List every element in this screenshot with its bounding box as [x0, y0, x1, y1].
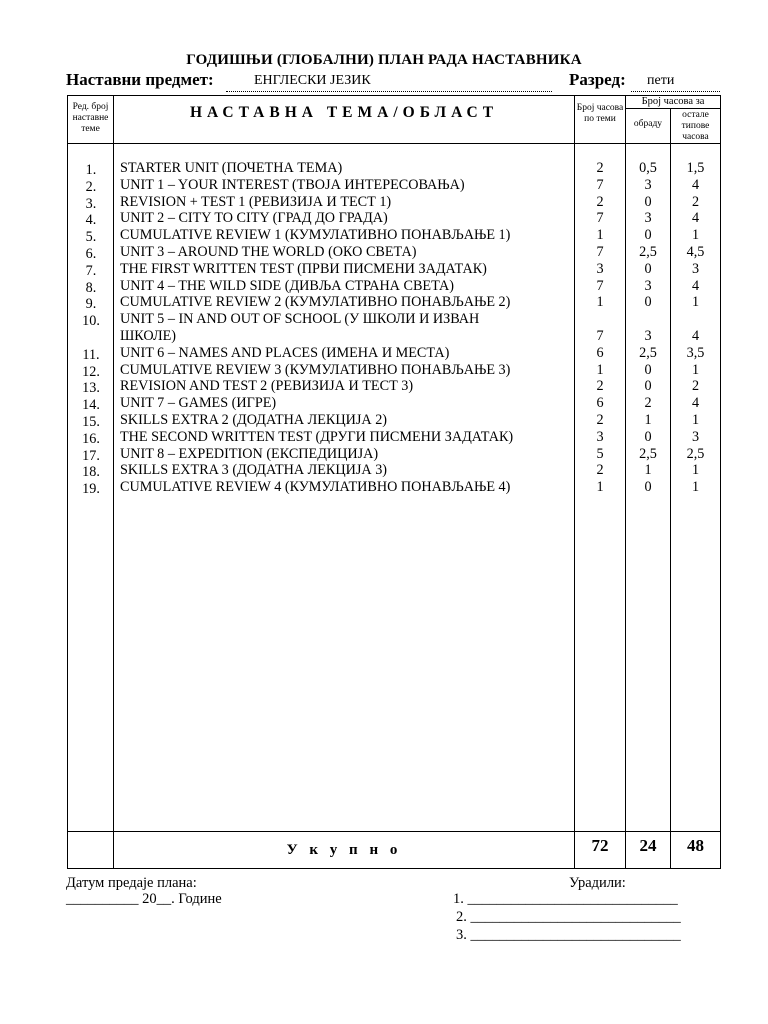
hours-processing-cell: [625, 311, 671, 328]
topic-row: CUMULATIVE REVIEW 1 (КУМУЛАТИВНО ПОНАВЉАЊЕ 1): [120, 227, 511, 244]
hours-processing-cell: 0: [644, 361, 652, 378]
hours-total-cell: [576, 311, 624, 328]
topic-row: UNIT 2 – CITY TO CITY (ГРАД ДО ГРАДА): [120, 210, 388, 227]
topic-row: UNIT 1 – YOUR INTEREST (ТВОЈА ИНТЕРЕСОВАЊА): [120, 176, 465, 193]
hours-processing-cell: 3: [644, 176, 652, 193]
grade-label: Разред:: [569, 70, 626, 89]
column-hours-processing: [625, 160, 671, 496]
hours-processing-cell: 2,5: [639, 344, 657, 361]
signature-line-2: 2. _____________________________: [456, 909, 681, 925]
subject-label: Наставни предмет:: [66, 70, 214, 89]
hours-processing-cell: 2,5: [639, 243, 657, 260]
hours-total-cell: 7: [596, 243, 604, 260]
grade-value: пети: [631, 72, 720, 92]
topic-row: REVISION AND TEST 2 (РЕВИЗИЈА И ТЕСТ 3): [120, 378, 414, 395]
hours-total-cell: 7: [596, 327, 604, 344]
hours-other-cell: 2,5: [686, 445, 705, 462]
hours-other-cell: 4: [691, 395, 700, 412]
topic-row: UNIT 8 – EXPEDITION (ЕКСПЕДИЦИЈА): [120, 445, 379, 462]
hours-other-cell: 1: [691, 479, 700, 496]
hours-processing-cell: 0,5: [639, 160, 657, 176]
row-number: 1.: [85, 162, 97, 178]
topic-row: ШКОЛЕ): [120, 327, 176, 344]
row-number: 17.: [82, 447, 100, 464]
row-number: 10.: [82, 313, 100, 330]
hours-total-cell: 3: [596, 428, 604, 445]
header-processing: обраду: [633, 119, 663, 129]
date-line: __________ 20__. Године: [66, 891, 222, 907]
signature-line-1: 1. _____________________________: [453, 891, 678, 907]
hours-total-cell: 2: [596, 378, 604, 395]
hours-processing-cell: 2,5: [639, 445, 657, 462]
row-number: 5.: [85, 229, 97, 246]
hours-processing-cell: 0: [644, 378, 652, 395]
row-number: 19.: [82, 481, 100, 498]
hours-processing-cell: 1: [644, 462, 652, 479]
topic-row: SKILLS EXTRA 3 (ДОДАТНА ЛЕКЦИЈА 3): [120, 462, 388, 479]
hours-total-cell: 2: [596, 193, 604, 210]
page-title: ГОДИШЊИ (ГЛОБАЛНИ) ПЛАН РАДА НАСТАВНИКА: [186, 52, 582, 68]
row-number: 3.: [85, 195, 97, 212]
hours-total-cell: 2: [596, 160, 604, 176]
hours-processing-cell: 2: [644, 395, 652, 412]
row-number: 9.: [85, 296, 97, 313]
hours-total-cell: 7: [596, 210, 604, 227]
hours-total-cell: 5: [596, 445, 604, 462]
hours-other-cell: 4: [691, 210, 700, 227]
hours-processing-cell: 0: [644, 428, 652, 445]
topic-row: CUMULATIVE REVIEW 3 (КУМУЛАТИВНО ПОНАВЉАЊЕ 3): [120, 361, 511, 378]
hours-total-cell: 1: [596, 227, 604, 244]
hours-other-cell: 2: [691, 378, 700, 395]
hours-processing-cell: 0: [644, 260, 652, 277]
hours-other-cell: 1: [691, 227, 700, 244]
hours-other-cell: 3: [691, 428, 700, 445]
total-label: У к у п н о: [286, 842, 402, 858]
hours-other-cell: 1,5: [686, 160, 705, 176]
topic-row: THE SECOND WRITTEN TEST (ДРУГИ ПИСМЕНИ ЗАДАТАК): [120, 428, 514, 445]
hours-other-cell: 1: [691, 294, 700, 311]
hours-total-cell: 2: [596, 411, 604, 428]
topic-row: UNIT 7 – GAMES (ИГРЕ): [120, 395, 277, 412]
hours-other-cell: 1: [691, 411, 700, 428]
header-hours-group: Број часова за: [641, 96, 705, 107]
row-number: 13.: [82, 380, 100, 397]
hours-processing-cell: 3: [644, 277, 652, 294]
hours-other-cell: 2: [691, 193, 700, 210]
header-other: остале типове часова: [681, 110, 710, 142]
topic-row: UNIT 4 – THE WILD SIDE (ДИВЉА СТРАНА СВЕТА): [120, 277, 454, 294]
topic-row: UNIT 3 – AROUND THE WORLD (ОКО СВЕТА): [120, 243, 417, 260]
total-other: 48: [687, 836, 704, 855]
hours-total-cell: 1: [596, 294, 604, 311]
hours-other-cell: 4: [691, 277, 700, 294]
hours-processing-cell: 0: [644, 193, 652, 210]
column-numbers: [68, 162, 114, 498]
topic-row: UNIT 6 – NAMES AND PLACES (ИМЕНА И МЕСТА): [120, 344, 450, 361]
total-hours: 72: [591, 836, 609, 855]
column-topics: [120, 160, 570, 496]
hours-other-cell: 3,5: [686, 344, 705, 361]
topic-row: STARTER UNIT (ПОЧЕТНА ТЕМА): [120, 160, 343, 176]
header-topic: НАСТАВНА ТЕМА/ОБЛАСТ: [189, 104, 499, 121]
hours-total-cell: 1: [596, 361, 604, 378]
hours-other-cell: 1: [691, 462, 700, 479]
header-hours-total: Број часова по теми: [576, 103, 624, 124]
row-number: 7.: [85, 262, 97, 279]
topic-row: REVISION + TEST 1 (РЕВИЗИЈА И ТЕСТ 1): [120, 193, 392, 210]
column-hours-other: [671, 160, 720, 496]
date-label: Датум предаје плана:: [66, 875, 197, 891]
hours-processing-cell: 0: [644, 294, 652, 311]
hours-total-cell: 7: [596, 277, 604, 294]
topic-row: CUMULATIVE REVIEW 4 (КУМУЛАТИВНО ПОНАВЉАЊЕ 4): [120, 479, 511, 496]
hours-total-cell: 6: [596, 344, 604, 361]
hours-other-cell: 4: [691, 176, 700, 193]
row-number: 14.: [82, 397, 100, 414]
topic-row: CUMULATIVE REVIEW 2 (КУМУЛАТИВНО ПОНАВЉАЊЕ 2): [120, 294, 511, 311]
hours-total-cell: 2: [596, 462, 604, 479]
topic-row: THE FIRST WRITTEN TEST (ПРВИ ПИСМЕНИ ЗАДАТАК): [120, 260, 487, 277]
header-number: Ред. број наставне теме: [72, 102, 109, 134]
total-processing: 24: [639, 836, 657, 855]
hours-other-cell: 1: [691, 361, 700, 378]
row-number: 15.: [82, 413, 100, 430]
column-hours-total: [576, 160, 624, 496]
hours-processing-cell: 1: [644, 411, 652, 428]
signature-line-3: 3. _____________________________: [456, 927, 681, 943]
hours-processing-cell: 3: [644, 327, 652, 344]
row-number: 16.: [82, 430, 100, 447]
row-number: 2.: [85, 178, 97, 195]
row-number: [68, 330, 114, 347]
topic-row: UNIT 5 – IN AND OUT OF SCHOOL (У ШКОЛИ И ИЗВАН: [120, 311, 480, 328]
row-number: 6.: [85, 245, 97, 262]
row-number: 8.: [85, 279, 97, 296]
hours-total-cell: 7: [596, 176, 604, 193]
hours-total-cell: 1: [596, 479, 604, 496]
hours-processing-cell: 0: [644, 479, 652, 496]
hours-total-cell: 3: [596, 260, 604, 277]
subject-value: ЕНГЛЕСКИ ЈЕЗИК: [226, 72, 552, 92]
hours-total-cell: 6: [596, 395, 604, 412]
hours-other-cell: 4: [691, 327, 700, 344]
hours-processing-cell: 3: [644, 210, 652, 227]
hours-other-cell: [671, 311, 720, 328]
hours-other-cell: 3: [691, 260, 700, 277]
row-number: 4.: [85, 212, 97, 229]
prepared-label: Урадили:: [569, 875, 626, 891]
row-number: 12.: [82, 363, 100, 380]
hours-other-cell: 4,5: [686, 243, 705, 260]
topic-row: SKILLS EXTRA 2 (ДОДАТНА ЛЕКЦИЈА 2): [120, 411, 388, 428]
row-number: 18.: [82, 464, 100, 481]
row-number: 11.: [82, 346, 100, 363]
hours-processing-cell: 0: [644, 227, 652, 244]
